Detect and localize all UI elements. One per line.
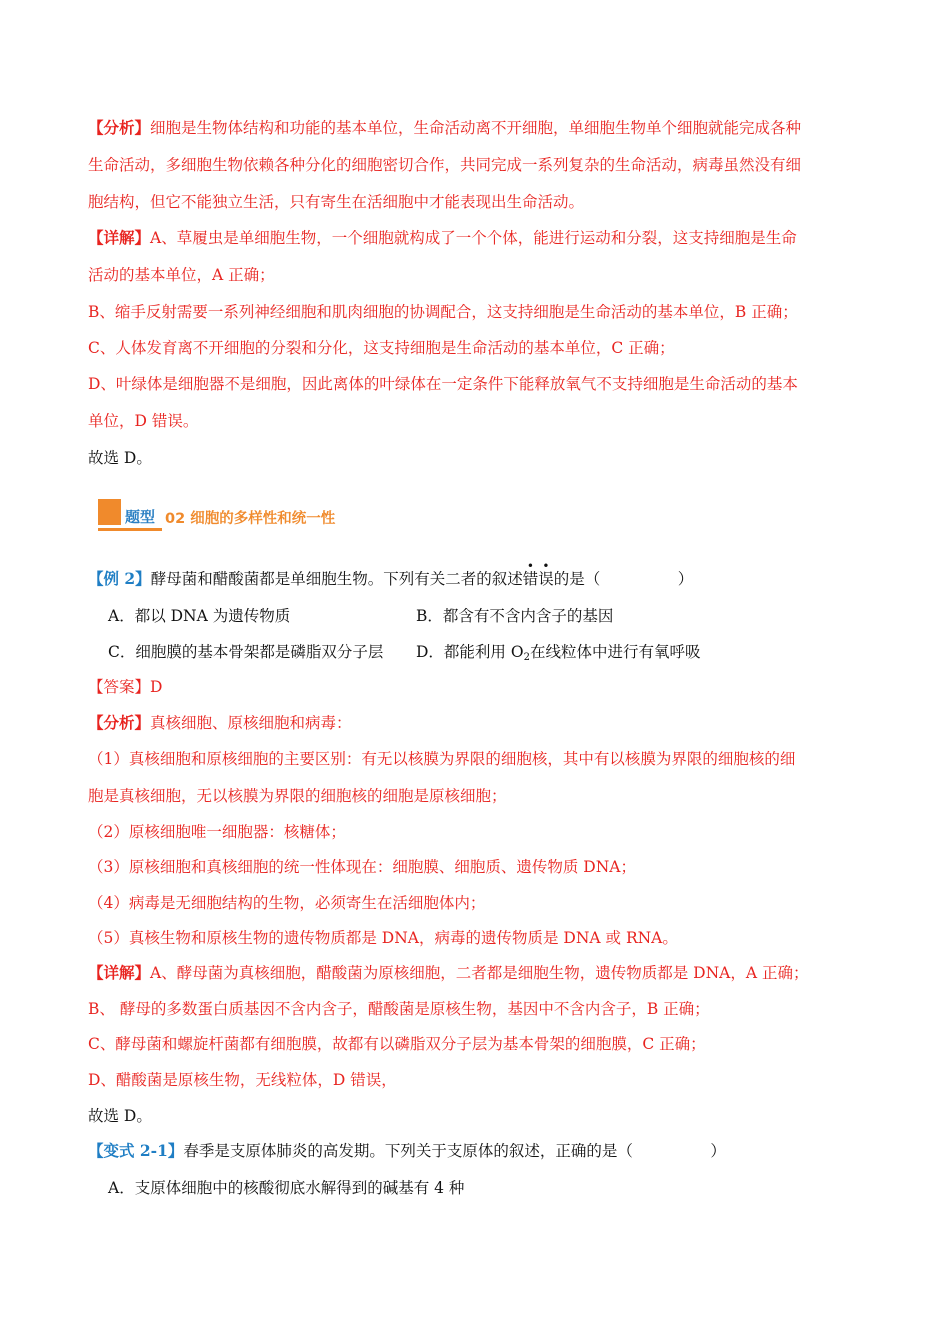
section-title: 02 细胞的多样性和统一性 [165, 511, 336, 527]
variant-label: 【变式 2-1】 [88, 1141, 184, 1160]
detail-option-c: C、酵母菌和螺旋杆菌都有细胞膜，故都有以磷脂双分子层为基本骨架的细胞膜，C 正确； [88, 1035, 706, 1053]
detail-line-2: 活动的基本单位，A 正确； [88, 266, 275, 284]
example-2-stem-end: 的是（ ） [553, 570, 694, 588]
example-2-stem [88, 559, 694, 589]
detail-text-line: A、草履虫是单细胞生物，一个细胞就构成了一个个体，能进行运动和分裂，这支持细胞是生命 [150, 229, 797, 247]
detail-paragraph-2 [88, 963, 808, 983]
analysis-line-2: 生命活动，多细胞生物依赖各种分化的细胞密切合作，共同完成一系列复杂的生命活动，病毒虽然没有细 [88, 156, 802, 174]
option-c: C．细胞膜的基本骨架都是磷脂双分子层 [108, 643, 384, 661]
example-2-stem-text: 酵母菌和醋酸菌都是单细胞生物。下列有关二者的叙述 [150, 570, 523, 588]
variant-option-a: A．支原体细胞中的核酸彻底水解得到的碱基有 4 种 [108, 1179, 465, 1197]
option-a: A．都以 DNA 为遗传物质 [108, 607, 291, 625]
point-2: （2）原核细胞唯一细胞器：核糖体； [88, 823, 346, 841]
detail-option-d-line-1: D、叶绿体是细胞器不是细胞，因此离体的叶绿体在一定条件下能释放氧气不支持细胞是生命活动的基本 [88, 375, 798, 393]
variant-stem-text: 春季是支原体肺炎的高发期。下列关于支原体的叙述，正确的是（ ） [183, 1142, 726, 1160]
section-badge-underline [98, 528, 162, 531]
detail-label: 【详解】 [88, 963, 151, 982]
emphasis-char: • 误 [538, 559, 554, 588]
detail-option-b: B、 酵母的多数蛋白质基因不含内含子，醋酸菌是原核生物，基因中不含内含子，B 正确； [88, 1000, 710, 1018]
section-badge-label: 题型 [125, 508, 156, 526]
point-3: （3）原核细胞和真核细胞的统一性体现在：细胞膜、细胞质、遗传物质 DNA； [88, 858, 636, 876]
analysis-label: 【分析】 [88, 713, 151, 732]
emphasis-dot-icon: • [526, 559, 534, 573]
emphasis-char: • 错 [522, 559, 539, 588]
point-5: （5）真核生物和原核生物的遗传物质都是 DNA，病毒的遗传物质是 DNA 或 RNA。 [88, 929, 678, 947]
detail-option-d: D、醋酸菌是原核生物，无线粒体，D 错误， [88, 1071, 397, 1089]
answer: 【答案】D [88, 678, 163, 696]
analysis-paragraph-2 [88, 713, 352, 733]
point-4: （4）病毒是无细胞结构的生物，必须寄生在活细胞体内； [88, 894, 486, 912]
conclusion: 故选 D。 [88, 1107, 152, 1125]
analysis-label: 【分析】 [88, 118, 151, 137]
analysis-paragraph-1 [88, 118, 801, 138]
analysis-text-line: 细胞是生物体结构和功能的基本单位，生命活动离不开细胞，单细胞生物单个细胞就能完成各种 [150, 119, 802, 137]
point-1-line-2: 胞是真核细胞，无以核膜为界限的细胞核的细胞是原核细胞； [88, 787, 507, 805]
section-heading [98, 497, 398, 537]
detail-paragraph-1 [88, 228, 797, 248]
option-b: B．都含有不含内含子的基因 [416, 607, 614, 625]
point-1-line-1: （1）真核细胞和原核细胞的主要区别：有无以核膜为界限的细胞核，其中有以核膜为界限的细胞核的细 [88, 750, 796, 768]
detail-option-c: C、人体发育离不开细胞的分裂和分化，这支持细胞是生命活动的基本单位，C 正确； [88, 339, 675, 357]
variant-2-1-stem [88, 1141, 726, 1161]
section-badge-block [98, 499, 121, 525]
analysis-line-3: 胞结构，但它不能独立生活，只有寄生在活细胞中才能表现出生命活动。 [88, 193, 585, 211]
emphasis-dot-icon: • [542, 559, 550, 573]
detail-label: 【详解】 [88, 228, 151, 247]
detail-option-d-line-2: 单位，D 错误。 [88, 412, 199, 430]
conclusion: 故选 D。 [88, 449, 152, 467]
detail-option-b: B、缩手反射需要一系列神经细胞和肌肉细胞的协调配合，这支持细胞是生命活动的基本单位，B 正确； [88, 303, 798, 321]
detail-option-a: A、酵母菌为真核细胞，醋酸菌为原核细胞，二者都是细胞生物，遗传物质都是 DNA，A 正确； [150, 964, 809, 982]
example-2-label: 【例 2】 [88, 569, 151, 588]
option-d: D．都能利用 $O_2$在线粒体中进行有氧呼吸 [416, 643, 701, 663]
analysis-intro: 真核细胞、原核细胞和病毒： [150, 714, 352, 732]
